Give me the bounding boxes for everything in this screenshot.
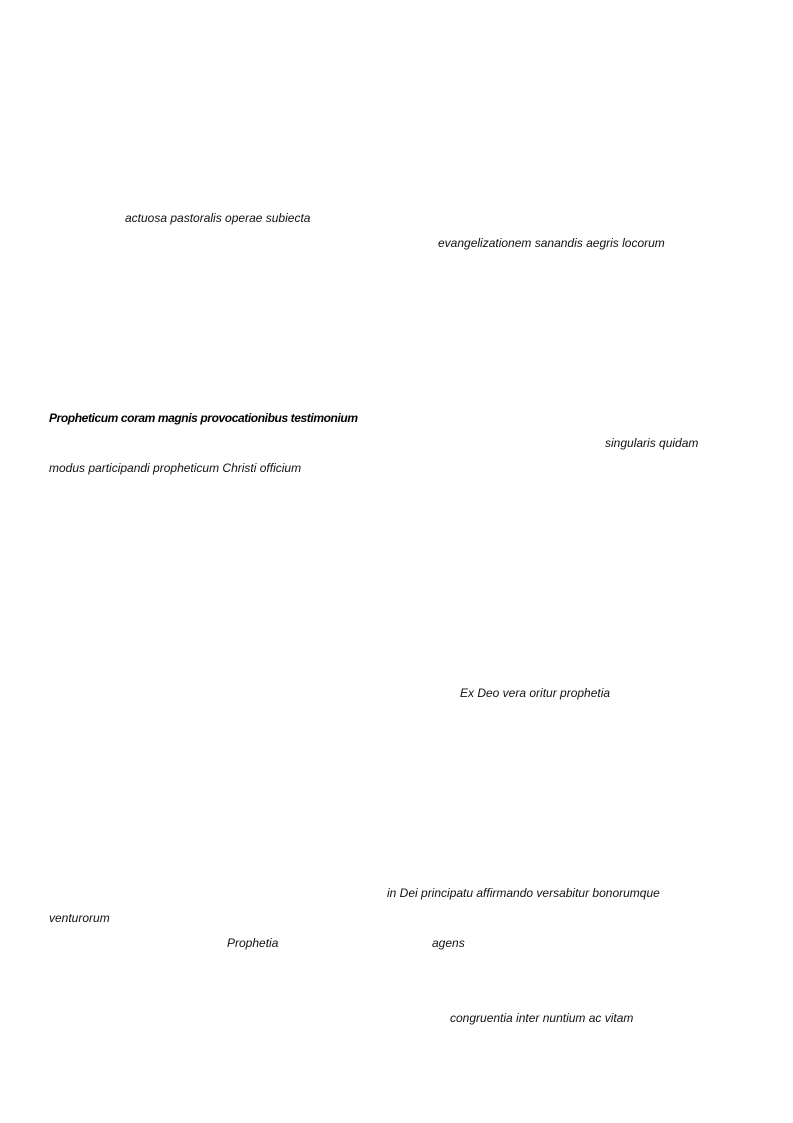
text-fragment-venturorum: venturorum (49, 911, 110, 925)
text-fragment-agens: agens (432, 936, 465, 950)
text-fragment-singularis: singularis quidam (605, 436, 699, 450)
section-heading: Propheticum coram magnis provocationibus testimonium (49, 411, 358, 425)
text-fragment-modus: modus participandi propheticum Christi officium (49, 461, 302, 475)
text-fragment-principatu: in Dei principatu affirmando versabitur bonorumque (387, 886, 660, 900)
text-fragment-prophetia: Prophetia (227, 936, 279, 950)
text-fragment-pastoral: actuosa pastoralis operae subiecta (125, 211, 311, 225)
text-fragment-congruentia: congruentia inter nuntium ac vitam (450, 1011, 634, 1025)
text-fragment-evangelization: evangelizationem sanandis aegris locorum (438, 236, 665, 250)
text-fragment-ex-deo: Ex Deo vera oritur prophetia (460, 686, 611, 700)
